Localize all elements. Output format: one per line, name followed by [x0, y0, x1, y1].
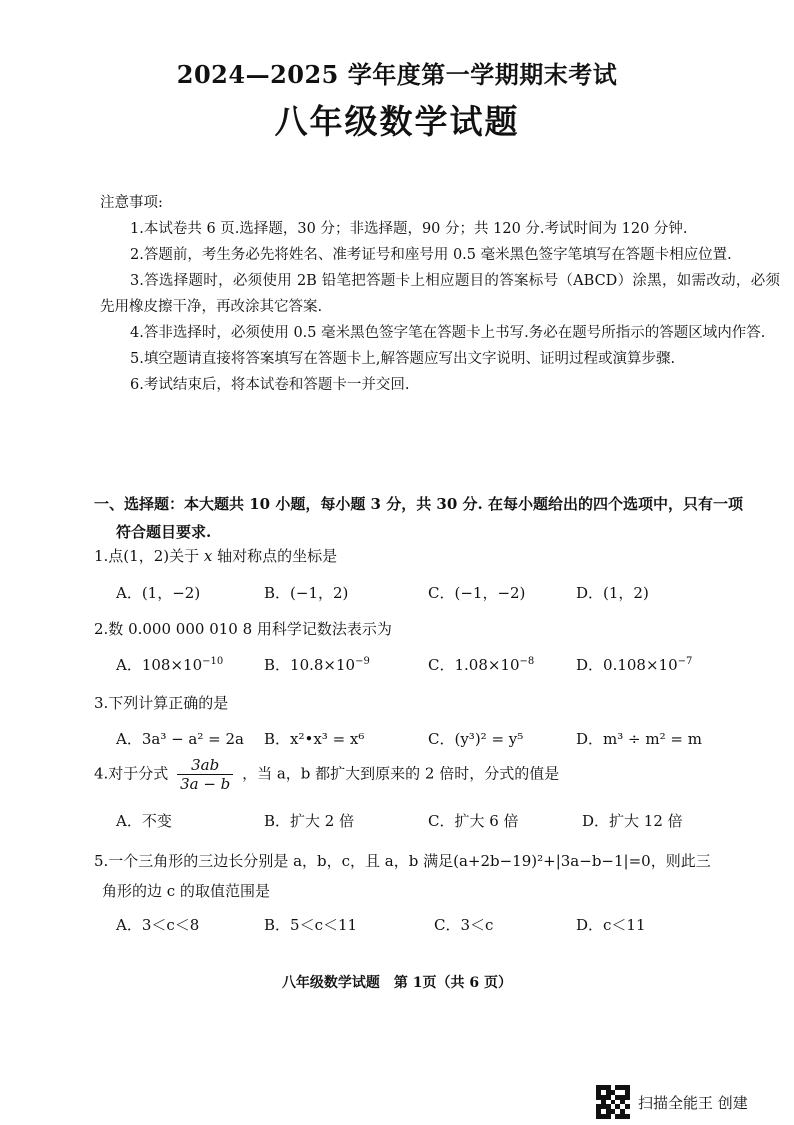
question-2: 2.数 0.000 000 010 8 用科学记数法表示为	[94, 620, 392, 638]
option-d[interactable]: D．扩大 12 倍	[582, 812, 683, 830]
watermark-text: 扫描全能王 创建	[638, 1093, 748, 1112]
option-c[interactable]: C．(y³)² = y⁵	[428, 730, 524, 748]
option-a[interactable]: A．3a³ − a² = 2a	[116, 730, 244, 748]
exam-subtitle: 八年级数学试题	[274, 102, 520, 141]
question-5	[94, 846, 784, 906]
section-heading	[94, 490, 774, 546]
fraction-denominator: 3a − b	[180, 775, 231, 793]
section-line: 一、选择题：本大题共 10 小题，每小题 3 分，共 30 分. 在每小题给出的四个选项中，只有一项	[94, 495, 743, 513]
question-5-line: 5.一个三角形的三边长分别是 a，b，c，且 a，b 满足(a+2b−19)²+|3a−b−1|=0，则此三	[94, 852, 711, 870]
question-3: 3.下列计算正确的是	[94, 694, 229, 712]
notice-heading: 注意事项:	[100, 195, 163, 211]
option-a[interactable]: A．不变	[116, 812, 172, 830]
option-c[interactable]: C．3＜c	[434, 916, 494, 934]
qr-code-icon	[596, 1085, 630, 1119]
section-line: 符合题目要求.	[116, 523, 212, 541]
option-b[interactable]: B．扩大 2 倍	[264, 812, 355, 830]
notice-item: 5.填空题请直接将答案填写在答题卡上,解答题应写出文字说明、证明过程或演算步骤.	[130, 351, 676, 367]
option-c[interactable]: C．(−1，−2)	[428, 584, 526, 602]
option-c[interactable]: C．$1.08\times 10^{-8}$	[428, 656, 535, 674]
option-c[interactable]: C．扩大 6 倍	[428, 812, 519, 830]
option-a[interactable]: A．(1，−2)	[116, 584, 201, 602]
notice-item: 3.答选择题时，必须使用 2B 铅笔把答题卡上相应题目的答案标号（ABCD）涂黑，如需改动，必须先用橡皮擦干净，再改涂其它答案.	[100, 273, 780, 315]
option-d[interactable]: D．m³ ÷ m² = m	[576, 730, 702, 748]
question-4-stem: 4.对于分式	[94, 764, 169, 783]
option-b[interactable]: B．5＜c＜11	[264, 916, 358, 934]
option-b[interactable]: B．(−1，2)	[264, 584, 349, 602]
notice-item: 4.答非选择时，必须使用 0.5 毫米黑色签字笔在答题卡上书写.务必在题号所指示的答题区域内作答.	[130, 325, 766, 341]
option-a[interactable]: A．$108\times 10^{-10}$	[116, 656, 224, 674]
fraction-numerator: 3ab	[177, 756, 233, 775]
notice-item: 2.答题前，考生务必先将姓名、准考证号和座号用 0.5 毫米黑色签字笔填写在答题卡相应位置.	[130, 247, 732, 263]
question-5-line: 角形的边 c 的取值范围是	[102, 882, 270, 900]
option-b[interactable]: B．x²•x³ = x⁶	[264, 730, 365, 748]
question-1-stem-end: 轴对称点的坐标是	[212, 547, 338, 565]
option-d[interactable]: D．(1，2)	[576, 584, 649, 602]
question-4-stem-end: ，当 a，b 都扩大到原来的 2 倍时，分式的值是	[242, 764, 560, 783]
question-1	[94, 545, 784, 566]
page-footer: 八年级数学试题 第 1页（共 6 页）	[281, 975, 513, 991]
option-a[interactable]: A．3＜c＜8	[116, 916, 200, 934]
notice-item: 1.本试卷共 6 页.选择题，30 分；非选择题，90 分；共 120 分.考试时间为 120 分钟.	[130, 221, 688, 237]
notice-item: 6.考试结束后，将本试卷和答题卡一并交回.	[130, 377, 410, 393]
option-b[interactable]: B．$10.8\times 10^{-9}$	[264, 656, 370, 674]
fraction	[177, 756, 233, 793]
notice-block	[100, 190, 780, 398]
question-1-var: x	[203, 547, 213, 565]
scanner-watermark	[596, 1085, 748, 1119]
option-d[interactable]: D．$0.108\times 10^{-7}$	[576, 656, 693, 674]
question-4	[94, 756, 784, 793]
option-d[interactable]: D．c＜11	[576, 916, 646, 934]
question-1-stem: 1.点(1，2)关于	[94, 547, 204, 565]
exam-title: 2024—2025 学年度第一学期期末考试	[176, 60, 618, 89]
